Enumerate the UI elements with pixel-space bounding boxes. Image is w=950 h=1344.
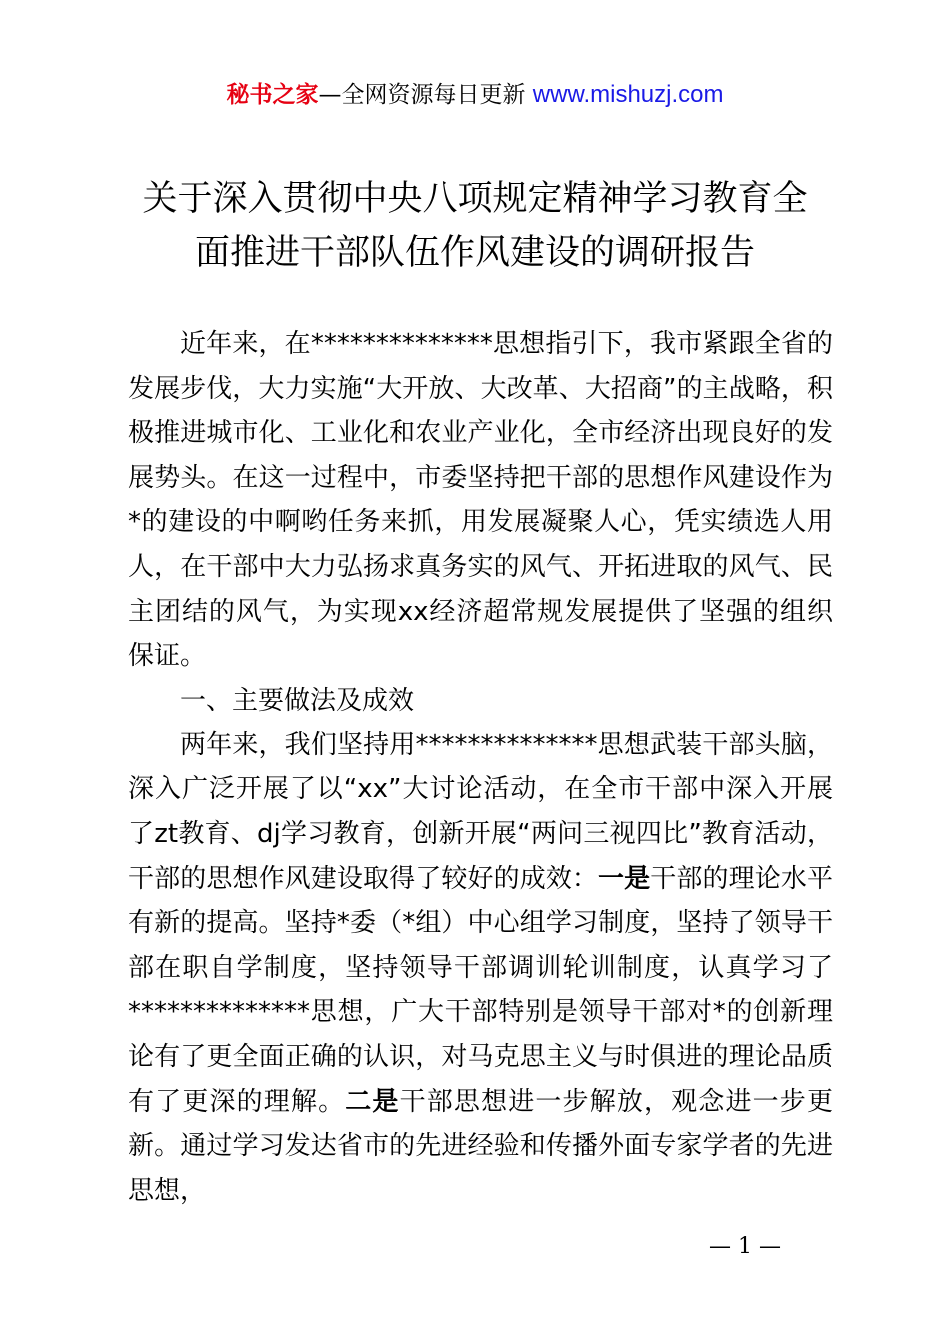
practices-intro-text: 两年来，我们坚持用**************思想武装干部头脑，深入广泛开展了以“xx”大讨论活动，在全市干部中深入开展了zt教育、dj学习教育，创新开展“两问三视四比”教育活动，干部的思想作风建设取得了较好的成效： bbox=[128, 729, 833, 894]
site-url-link[interactable]: www.mishuzj.com bbox=[532, 81, 724, 108]
site-header bbox=[0, 80, 950, 110]
point-marker-one: 一是 bbox=[598, 863, 651, 894]
page-number: — 1 — bbox=[709, 1234, 781, 1259]
point-marker-two: 二是 bbox=[345, 1086, 400, 1117]
body-paragraph-intro: 近年来，在**************思想指引下，我市紧跟全省的发展步伐，大力实施“大开放、大改革、大招商”的主战略，积极推进城市化、工业化和农业产业化，全市经济出现良好的发展势头。在这一过程中，市委坚持把干部的思想作风建设作为*的建设的中啊哟任务来抓，用发展凝聚人心，凭实绩选人用人，在干部中大力弘扬求真务实的风气、开拓进取的风气、民主团结的风气，为实现xx经济超常规发展提供了坚强的组织保证。 bbox=[128, 329, 833, 672]
document-title-line-2: 面推进干部队伍作风建设的调研报告 bbox=[194, 233, 755, 273]
body-paragraph-practices bbox=[128, 723, 833, 1214]
point-one-text: 干部的理论水平有新的提高。坚持*委（*组）中心组学习制度，坚持了领导干部在职自学制度，坚持领导干部调训轮训制度，认真学习了**************思想，广大干部特别是领导干部对*的创新理论有了更全面正确的认识，对马克思主义与时俱进的理论品质有了更深的理解。 bbox=[128, 863, 833, 1117]
document-title-line-1: 关于深入贯彻中央八项规定精神学习教育全 bbox=[142, 179, 808, 219]
site-brand: 秘书之家 bbox=[226, 82, 319, 108]
section-heading-main-practices: 一、主要做法及成效 bbox=[180, 685, 415, 716]
document-title bbox=[110, 172, 840, 280]
site-slogan: —全网资源每日更新 bbox=[318, 82, 526, 108]
point-two-text: 干部思想进一步解放，观念进一步更新。通过学习发达省市的先进经验和传播外面专家学者的先进思想， bbox=[128, 1086, 833, 1206]
document-body bbox=[128, 322, 833, 1213]
